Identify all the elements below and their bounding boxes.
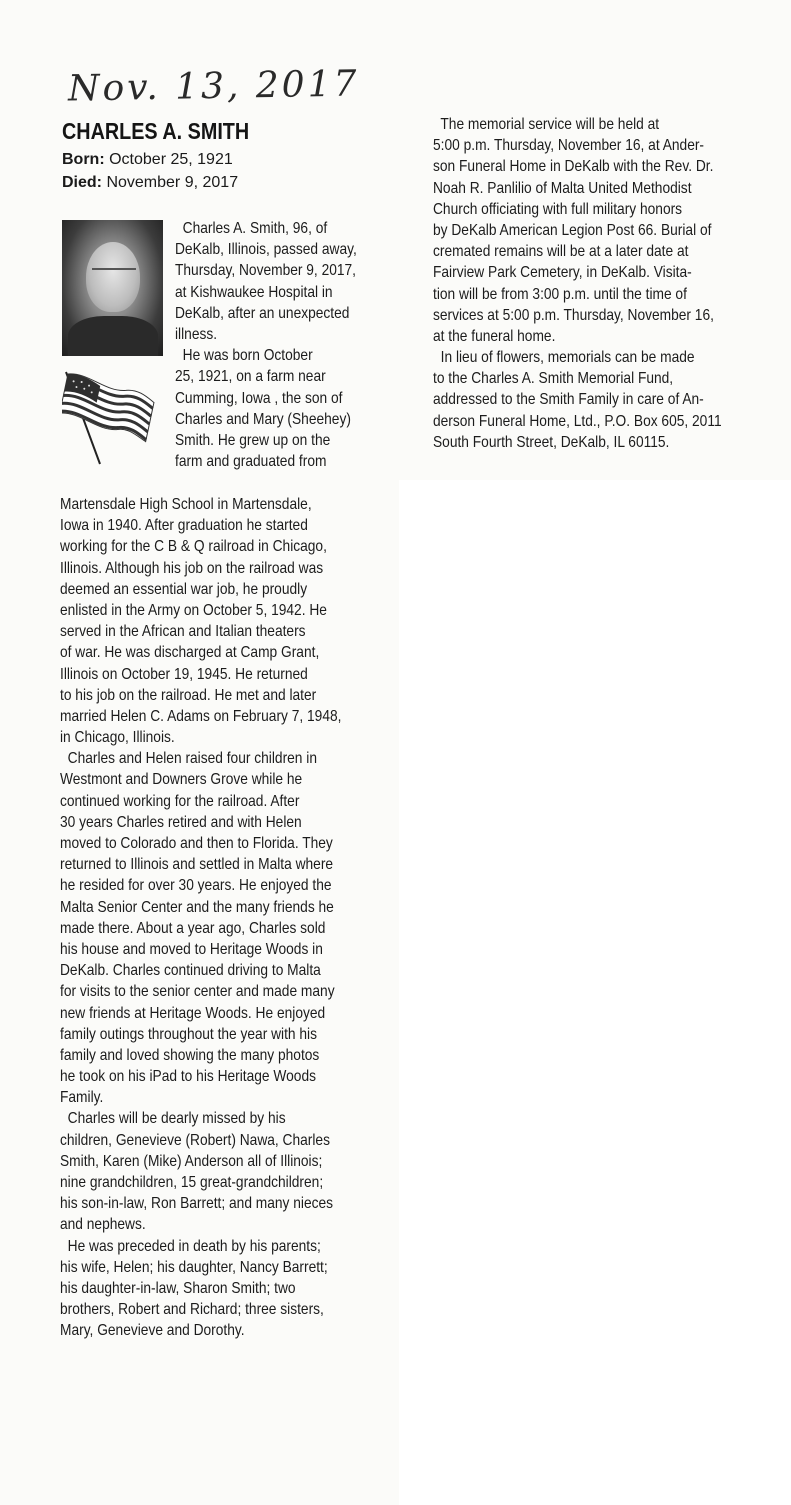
text-line: he took on his iPad to his Heritage Woods (60, 1068, 316, 1086)
text-line: Martensdale High School in Martensdale, (60, 496, 312, 513)
obituary-column-wide (60, 494, 399, 1342)
died-label: Died: (62, 174, 102, 191)
text-line: farm and graduated from (175, 453, 327, 471)
text-line: for visits to the senior center and made many (60, 983, 335, 1001)
text-line: at Kishwaukee Hospital in (175, 283, 333, 301)
text-line: working for the C B & Q railroad in Chicago, (60, 538, 327, 556)
text-line: brothers, Robert and Richard; three sisters, (60, 1301, 324, 1319)
handwritten-date: Nov. 13, 2017 (67, 63, 360, 110)
text-line: Smith. He grew up on the (175, 431, 331, 449)
text-line: addressed to the Smith Family in care of An- (433, 391, 704, 409)
text-line: new friends at Heritage Woods. He enjoyed (60, 1004, 326, 1022)
text-line: deemed an essential war job, he proudly (60, 580, 308, 598)
obituary-name: CHARLES A. SMITH (62, 118, 250, 144)
obituary-column-right (433, 114, 783, 453)
text-line: DeKalb, after an unexpected (175, 304, 350, 322)
text-line: services at 5:00 p.m. Thursday, November 16, (433, 306, 714, 324)
text-line: moved to Colorado and then to Florida. They (60, 835, 333, 852)
text-line: illness. (175, 325, 218, 343)
born-value: October 25, 1921 (109, 151, 233, 168)
text-line: Illinois on October 19, 1945. He returned (60, 665, 308, 683)
text-line: by DeKalb American Legion Post 66. Burial of (433, 221, 712, 239)
text-line: his son-in-law, Ron Barrett; and many nieces (60, 1195, 334, 1213)
text-line: Cumming, Iowa , the son of (175, 389, 343, 407)
text-line: derson Funeral Home, Ltd., P.O. Box 605, 2011 (433, 412, 722, 430)
text-line: Thursday, November 9, 2017, (175, 262, 357, 280)
text-line: tion will be from 3:00 p.m. until the time of (433, 285, 687, 303)
text-line: married Helen C. Adams on February 7, 1948, (60, 707, 342, 725)
text-line: In lieu of flowers, memorials can be made (433, 349, 695, 367)
text-line: enlisted in the Army on October 5, 1942. He (60, 601, 327, 619)
text-line: family outings throughout the year with his (60, 1025, 317, 1043)
text-line: Fairview Park Cemetery, in DeKalb. Visita- (433, 264, 692, 282)
text-line: to his job on the railroad. He met and later (60, 686, 317, 704)
born-line (62, 151, 233, 169)
text-line: made there. About a year ago, Charles sold (60, 919, 326, 937)
text-line: returned to Illinois and settled in Malta where (60, 856, 334, 874)
born-label: Born: (62, 151, 105, 168)
text-line: Iowa in 1940. After graduation he started (60, 517, 308, 535)
text-line: he resided for over 30 years. He enjoyed the (60, 877, 332, 895)
text-line: his wife, Helen; his daughter, Nancy Barrett; (60, 1258, 328, 1276)
text-line: and nephews. (60, 1216, 146, 1234)
text-line: DeKalb, Illinois, passed away, (175, 241, 357, 259)
text-line: served in the African and Italian theaters (60, 623, 306, 641)
text-line: Charles will be dearly missed by his (60, 1110, 286, 1128)
blank-area (399, 480, 791, 1505)
text-line: of war. He was discharged at Camp Grant, (60, 644, 320, 662)
text-line: He was preceded in death by his parents; (60, 1237, 321, 1255)
text-line: Family. (60, 1089, 104, 1107)
text-line: South Fourth Street, DeKalb, IL 60115. (433, 433, 670, 451)
text-line: Church officiating with full military honors (433, 200, 683, 218)
text-line: Malta Senior Center and the many friends he (60, 898, 334, 916)
text-line: Noah R. Panlilio of Malta United Methodist (433, 179, 692, 197)
american-flag-icon (62, 366, 162, 466)
text-line: family and loved showing the many photos (60, 1046, 320, 1064)
portrait-glasses (92, 268, 136, 280)
text-line: to the Charles A. Smith Memorial Fund, (433, 370, 674, 388)
text-line: 5:00 p.m. Thursday, November 16, at Ander- (433, 137, 705, 155)
text-line: his house and moved to Heritage Woods in (60, 940, 323, 958)
text-line: at the funeral home. (433, 327, 556, 345)
text-line: Smith, Karen (Mike) Anderson all of Illinois; (60, 1152, 323, 1170)
text-line: DeKalb. Charles continued driving to Malta (60, 962, 321, 980)
text-line: 25, 1921, on a farm near (175, 368, 326, 386)
text-line: The memorial service will be held at (433, 116, 660, 133)
text-line: Mary, Genevieve and Dorothy. (60, 1322, 245, 1340)
text-line: in Chicago, Illinois. (60, 729, 175, 747)
text-line: Charles and Mary (Sheehey) (175, 410, 351, 428)
died-line (62, 174, 238, 192)
text-line: Charles and Helen raised four children in (60, 750, 317, 768)
text-line: Charles A. Smith, 96, of (175, 220, 328, 237)
portrait-photo (62, 220, 163, 356)
text-line: nine grandchildren, 15 great-grandchildren; (60, 1174, 324, 1191)
obituary-column-narrow (175, 218, 399, 472)
text-line: son Funeral Home in DeKalb with the Rev. Dr. (433, 158, 714, 176)
text-line: Illinois. Although his job on the railroad was (60, 559, 324, 577)
text-line: continued working for the railroad. After (60, 792, 300, 810)
portrait-shirt (68, 316, 158, 356)
text-line: his daughter-in-law, Sharon Smith; two (60, 1279, 296, 1297)
text-line: 30 years Charles retired and with Helen (60, 813, 302, 831)
died-value: November 9, 2017 (106, 174, 239, 191)
text-line: He was born October (175, 347, 313, 365)
text-line: children, Genevieve (Robert) Nawa, Charles (60, 1131, 330, 1149)
text-line: cremated remains will be at a later date at (433, 243, 689, 261)
text-line: Westmont and Downers Grove while he (60, 771, 303, 789)
